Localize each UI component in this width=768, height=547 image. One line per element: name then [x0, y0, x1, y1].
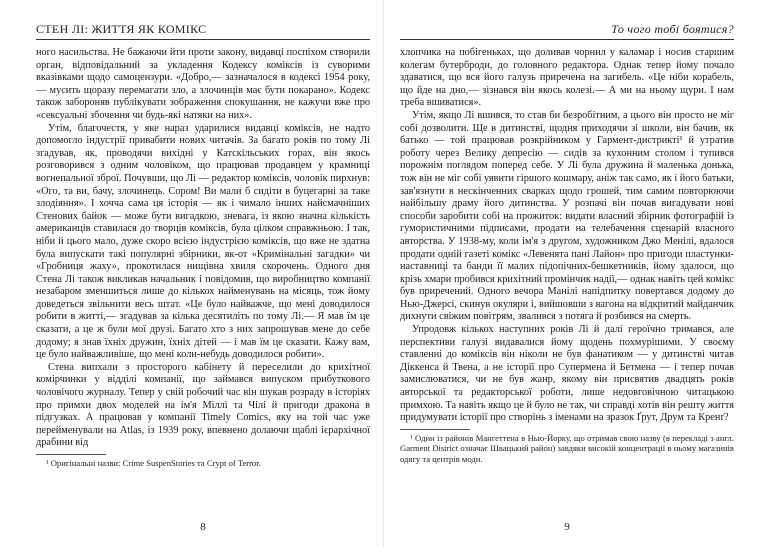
right-running-head: То чого тобі боятися?	[400, 22, 734, 40]
left-footnote: ¹ Оригінальні назви: Crime SuspenStories та Crypt of Terror.	[46, 458, 261, 468]
left-paragraph-1: ного насильства. Не бажаючи йти проти закону, видавці поспіхом створили орган, відповідальний за укладення Кодексу коміксів із суворими вказівками щодо самоцензури. «Добро,— зазначалося в кодексі 1954 року,— мусить щоразу перемагати зло, а злочинців має бути покарано». Кодекс також забороняв публікувати зображення спокушання, не кажучи вже про «сексуальні збочення чи будь-які натяки на них».	[36, 47, 370, 121]
left-paragraph-2: Утім, благочестя, у яке нараз ударилися видавці коміксів, не надто допомогло індустрії привабити нових читачів. За багато років по тому Лі згадував, як, проводячи вихідні у Катскільських горах, він якось розговорився з одним чоловіком, що працював продавцем у крамниці вогнепальної зброї. Почувши, що Лі — редактор коміксів, чоловік пирхнув: «Ого, та ви, бачу, злочинець. Сором! Ви мали б сидіти в буцегарні за таке злодіяння». І хочча сама ця історія — як і чимало інших найсмачніших Стенових байок — може бути вигадкою, зневага, із якою значна кількість американців ставилася до творців коміксів, була цілком справжньою. І так, ніби й цього мало, дуже скоро всією індустрією коміксів, що вже не здатна була випускати такі популярні збірники, як-от «Кримінальні загадки» чи «Гробниця жаху», прокотилася нищівна хвиля скорочень. Одного дня Стена Лі також викликав начальник і повідомив, що виробництво компанії незабаром зменшиться лише до кількох найменувань на місяць, тож йому доведеться звільнити весь штат. «Це було найважче, що мені доводилося робити в житті,— згадував за кілька десятиліть по тому Лі.— Я мав їм це сказати, а це ж були мої друзі. Багато хто з них запрошував мене до себе додому; я знав їхніх дружин, їхніх дітей — і мав їм це сказати. Кажу вам, це було найважливіше, що мені коли-небудь доводилося робити».	[36, 122, 370, 361]
right-paragraph-1: хлопчика на побігеньках, що доливав чорнил у каламар і носив старшим колегам бутерброди, до головного редактора. Однак тепер йому почало здаватися, що вся його галузь приречена на загибель. «Це ніби корабель, що йде на дно,— зізнався він якось колезі.— А ми на ньому щури. І нам треба вшиватися».	[400, 47, 734, 109]
left-page-number: 8	[200, 521, 206, 533]
right-paragraph-2: Утім, якщо Лі вшився, то став би безробітним, а цього він просто не міг собі дозволити. Ще в дитинстві, щодня приходячи зі школи, він бачив, як батько — той працював розкрійником у Гармент-дистрикті¹ й утратив роботу через Велику депресію — сидів за кухонним столом і тупився порожнім поглядом поперед себе. У Лі була дружина й маленька донька, тож він не міг собі уявити гіршого кошмару, аніж так само, як і його батьки, зав'язнути в нескінченних сварках щодо грошей, тим самим повторюючи найбільшу драму його дитинства. У розпачі він почав вигадувати нові способи заробити собі на прожиток: видати власний збірник фотографій із гумористичними підписами, продати на телебачення сценарій власного авторства. У 1938-му, коли ім'я з другом, художником Джо Менілі, вдалося продати одній газеті комікс «Левенята пані Лайон» про пригоди пластунки-наставниці та банди її малих підопічних-бешкетників, йому здалося, що крізь хмари пробився крихітний промінчик надії,— однак навіть цей комікс був приречений. Одного вечора Манілі напідпитку повертався додому до Нью-Джерсі, скинув окуляри і, вийшовши з вагона на відкритий майданчик дихнути свіжим повітрям, звалився з потяга й розбився на смерть.	[400, 109, 734, 323]
right-body-text	[400, 47, 734, 425]
left-body-text	[36, 47, 370, 450]
left-running-head: СТЕН ЛІ: ЖИТТЯ ЯК КОМІКС	[36, 22, 370, 40]
right-page	[384, 0, 768, 547]
right-page-number: 9	[564, 521, 570, 533]
right-footnote: ¹ Один із районів Мангеттена в Нью-Йорку, що отримав свою назву (в перекладі з англ. Garment District означає Швацький район) завдяки високій концентрації в ньому магазинів одягу та центрів моди.	[400, 432, 734, 464]
right-footnote-rule	[400, 429, 470, 430]
left-paragraph-3: Стена випхали з просторого кабінету й переселили до крихітної комірчинки у відділі компанії, що займався випуском прибуткового чоловічого журналу. Тепер у свій робочий час він шукав розраду в історіях про примхи двох моделей на ім'я Міллі та Чілі й пригоди дракона в підгузках. А працював у компанії Timely Comics, яку на той час уже перейменували на Atlas, із 1939 року, впевнено долаючи щаблі ієрархічної драбини від	[36, 361, 370, 449]
left-footnote-rule	[36, 454, 106, 455]
right-paragraph-3: Упродовж кількох наступних років Лі й далі героїчно тримався, але перспективи галузі видавалися йому щодень похмурішими. У своєму ставленні до коміксів він ніколи не був фанатиком — у дитинстві читав Діккенса й Твена, а не історії про Супермена й Бетмена — і тепер почав замислюватися, чи не був жанр, якому він присвятив двадцять років авторської та редакторської роботи, лише недовговічною читацькою примхою. Та навіть якщо це й було не так, чи справді хотів він решту життя придумувати історії про створінь з іменами на зразок Ґрут, Друм та Кренґ?	[400, 324, 734, 424]
